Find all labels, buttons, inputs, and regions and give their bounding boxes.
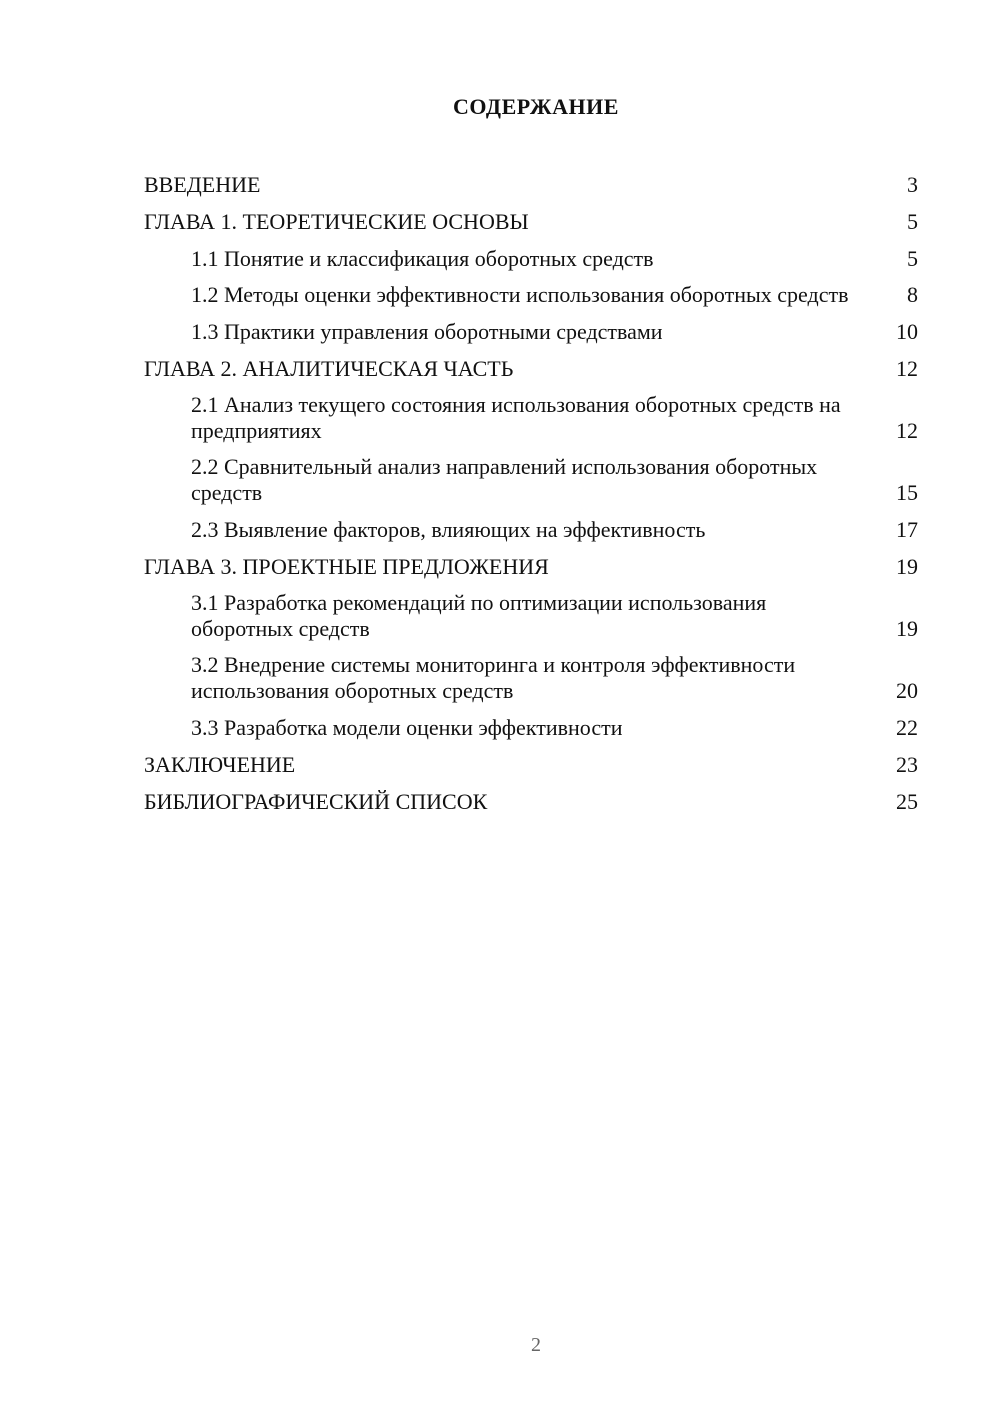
- toc-entry-label: 3.1 Разработка рекомендаций по оптимизации использования оборотных средств: [191, 590, 767, 641]
- toc-entry-label: 2.3 Выявление факторов, влияющих на эффективность: [191, 517, 706, 542]
- toc-entry-label: 3.2 Внедрение системы мониторинга и контроля эффективности использования оборотных средств: [191, 652, 796, 703]
- toc-entry-label: 1.1 Понятие и классификация оборотных средств: [191, 246, 654, 271]
- toc-title: СОДЕРЖАНИЕ: [453, 94, 619, 119]
- toc-entry-introduction[interactable]: [144, 167, 918, 204]
- toc-entry-page-number: 5: [907, 209, 918, 234]
- toc-entry-section-1-2[interactable]: [144, 278, 918, 314]
- toc-entry-label: ГЛАВА 2. АНАЛИТИЧЕСКАЯ ЧАСТЬ: [144, 356, 514, 381]
- toc-entry-label: 1.2 Методы оценки эффективности использования оборотных средств: [191, 282, 849, 307]
- toc-entry-chapter-1[interactable]: [144, 204, 918, 241]
- page-number-footer: 2: [531, 1334, 541, 1356]
- toc-entry-conclusion[interactable]: [144, 747, 918, 784]
- toc-entry-label: 2.2 Сравнительный анализ направлений использования оборотных средств: [191, 454, 818, 505]
- toc-entry-section-2-2[interactable]: [144, 450, 918, 512]
- toc-entry-page-number: 8: [907, 282, 918, 307]
- toc-entry-page-number: 12: [896, 418, 918, 443]
- toc-entry-page-number: 22: [896, 715, 918, 740]
- toc-entry-page-number: 23: [896, 752, 918, 777]
- toc-entry-page-number: 19: [896, 554, 918, 579]
- toc-entry-page-number: 12: [896, 356, 918, 381]
- toc-entry-label: БИБЛИОГРАФИЧЕСКИЙ СПИСОК: [144, 789, 488, 814]
- toc-entry-chapter-2[interactable]: [144, 351, 918, 388]
- toc-entry-section-2-3[interactable]: [144, 512, 918, 549]
- toc-entry-section-1-3[interactable]: [144, 314, 918, 351]
- toc-entry-chapter-3[interactable]: [144, 549, 918, 586]
- toc-entry-label: 1.3 Практики управления оборотными средствами: [191, 319, 663, 344]
- toc-entry-page-number: 3: [907, 172, 918, 197]
- toc-entry-bibliography[interactable]: [144, 784, 918, 821]
- toc-entry-label: ГЛАВА 1. ТЕОРЕТИЧЕСКИЕ ОСНОВЫ: [144, 209, 529, 234]
- table-of-contents: [144, 167, 918, 821]
- toc-entry-label: ЗАКЛЮЧЕНИЕ: [144, 752, 296, 777]
- toc-entry-label: 2.1 Анализ текущего состояния использования оборотных средств на предприятиях: [191, 392, 841, 443]
- toc-entry-page-number: 5: [907, 246, 918, 271]
- toc-entry-label: ВВЕДЕНИЕ: [144, 172, 261, 197]
- toc-entry-section-2-1[interactable]: [144, 388, 918, 450]
- toc-entry-page-number: 25: [896, 789, 918, 814]
- toc-entry-label: 3.3 Разработка модели оценки эффективности: [191, 715, 623, 740]
- toc-entry-section-3-2[interactable]: [144, 648, 918, 710]
- toc-entry-page-number: 17: [896, 517, 918, 542]
- toc-entry-section-1-1[interactable]: [144, 241, 918, 278]
- toc-entry-page-number: 19: [896, 616, 918, 641]
- toc-entry-page-number: 20: [896, 678, 918, 703]
- toc-entry-section-3-3[interactable]: [144, 710, 918, 747]
- toc-entry-section-3-1[interactable]: [144, 586, 918, 648]
- toc-entry-page-number: 10: [896, 319, 918, 344]
- toc-entry-page-number: 15: [896, 480, 918, 505]
- toc-entry-label: ГЛАВА 3. ПРОЕКТНЫЕ ПРЕДЛОЖЕНИЯ: [144, 554, 549, 579]
